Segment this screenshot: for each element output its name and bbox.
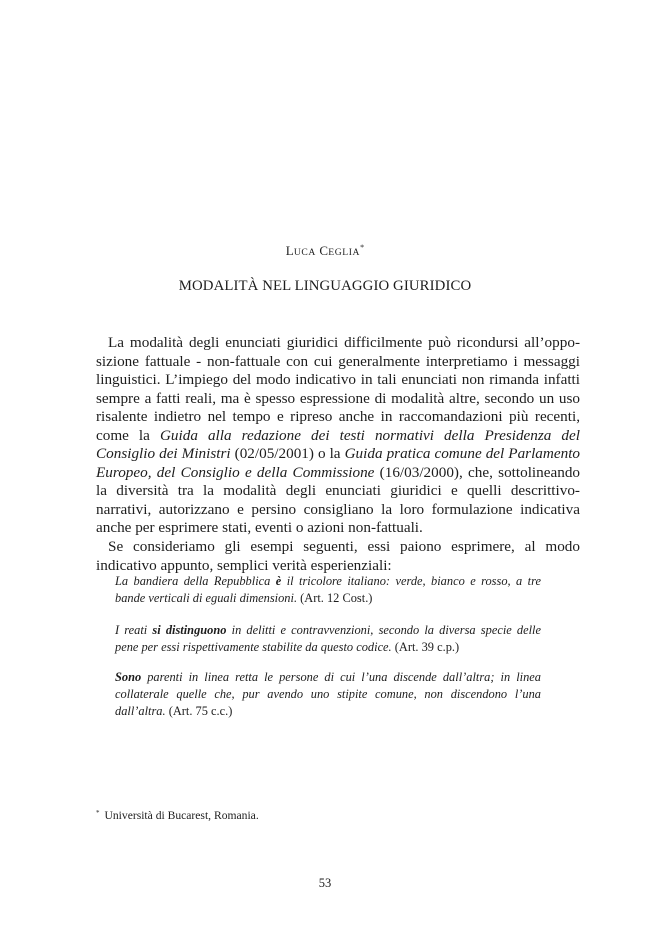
paragraph-1-text: (16/03/2000), che, sottolineando la diversità tra la modalità degli enunciati giuridici e quelli descrittivo-narrativi, autorizzano e persino consigliano la loro formulazione indicativa anche per esprimere stati, eventi o azioni non-fattuali. bbox=[96, 463, 581, 537]
quote-2-reference: (Art. 39 c.p.) bbox=[391, 640, 460, 654]
author-first-rest: UCA bbox=[293, 247, 316, 258]
paragraph-1 bbox=[96, 334, 580, 538]
author-first-initial: L bbox=[285, 243, 294, 258]
quote-2 bbox=[115, 622, 541, 656]
quote-1-reference: (Art. 12 Cost.) bbox=[297, 591, 373, 605]
article-body bbox=[96, 334, 580, 575]
author-footnote-mark: * bbox=[360, 243, 365, 252]
footnote-mark: * bbox=[96, 809, 100, 817]
quote-3 bbox=[115, 669, 541, 720]
quote-3-reference: (Art. 75 c.c.) bbox=[165, 704, 233, 718]
article-title: MODALITÀ NEL LINGUAGGIO GIURIDICO bbox=[178, 278, 472, 294]
quote-1-text-before: La bandiera della Repubblica bbox=[115, 574, 276, 588]
footnote bbox=[96, 809, 259, 822]
footnote-text: Università di Bucarest, Romania. bbox=[104, 809, 259, 822]
page-number: 53 bbox=[318, 876, 332, 890]
quote-2-bold: si distinguono bbox=[152, 623, 227, 637]
paragraph-2: Se consideriamo gli esempi seguenti, essi paiono esprimere, al modo indicativo appunto, semplici verità esperienziali: bbox=[96, 538, 580, 574]
quote-2-text-after: in delitti e contravvenzioni, secondo la diversa specie delle pene per essi rispettivamente stabilite da questo codice. bbox=[115, 623, 542, 654]
paragraph-1-italic-title: Guida pratica comune del Parlamento Europeo, del Consiglio e della Commissione bbox=[96, 445, 581, 481]
quote-3-bold: Sono bbox=[115, 670, 142, 684]
quote-1-text-after: il tricolore italiano: verde, bianco e rosso, a tre bande verticali di eguali dimensioni. bbox=[115, 574, 541, 605]
author-name bbox=[0, 243, 650, 259]
quote-3-text-after: parenti in linea retta le persone di cui l’una discende dall’altra; in linea collaterale quelle che, pur avendo uno stipite comune, non discendono l’una dall’altra. bbox=[115, 670, 541, 718]
quote-1-bold: è bbox=[275, 574, 282, 588]
author-last-initial: C bbox=[319, 243, 329, 258]
author-last-rest: EGLIA bbox=[328, 247, 361, 258]
paragraph-1-italic-title: Guida alla redazione dei testi normativi della Presidenza del Consiglio dei Ministri bbox=[96, 426, 580, 463]
paragraph-1-text: (02/05/2001) o la bbox=[230, 445, 345, 463]
quote-1 bbox=[115, 573, 541, 607]
paragraph-1-text: La modalità degli enunciati giuridici difficilmente può ricondursi all’opposizione fattuale - non-fattuale con cui generalmente interpretiamo i messaggi linguistici. L’impiego del modo indicativo in tali enunciati non rimanda infatti sempre a fatti reali, ma è spesso espressione di modalità altre, secondo un uso risalente indietro nel tempo e ripreso anche in raccomandazioni più recenti, come la bbox=[96, 334, 580, 444]
quote-2-text-before: I reati bbox=[115, 623, 153, 637]
